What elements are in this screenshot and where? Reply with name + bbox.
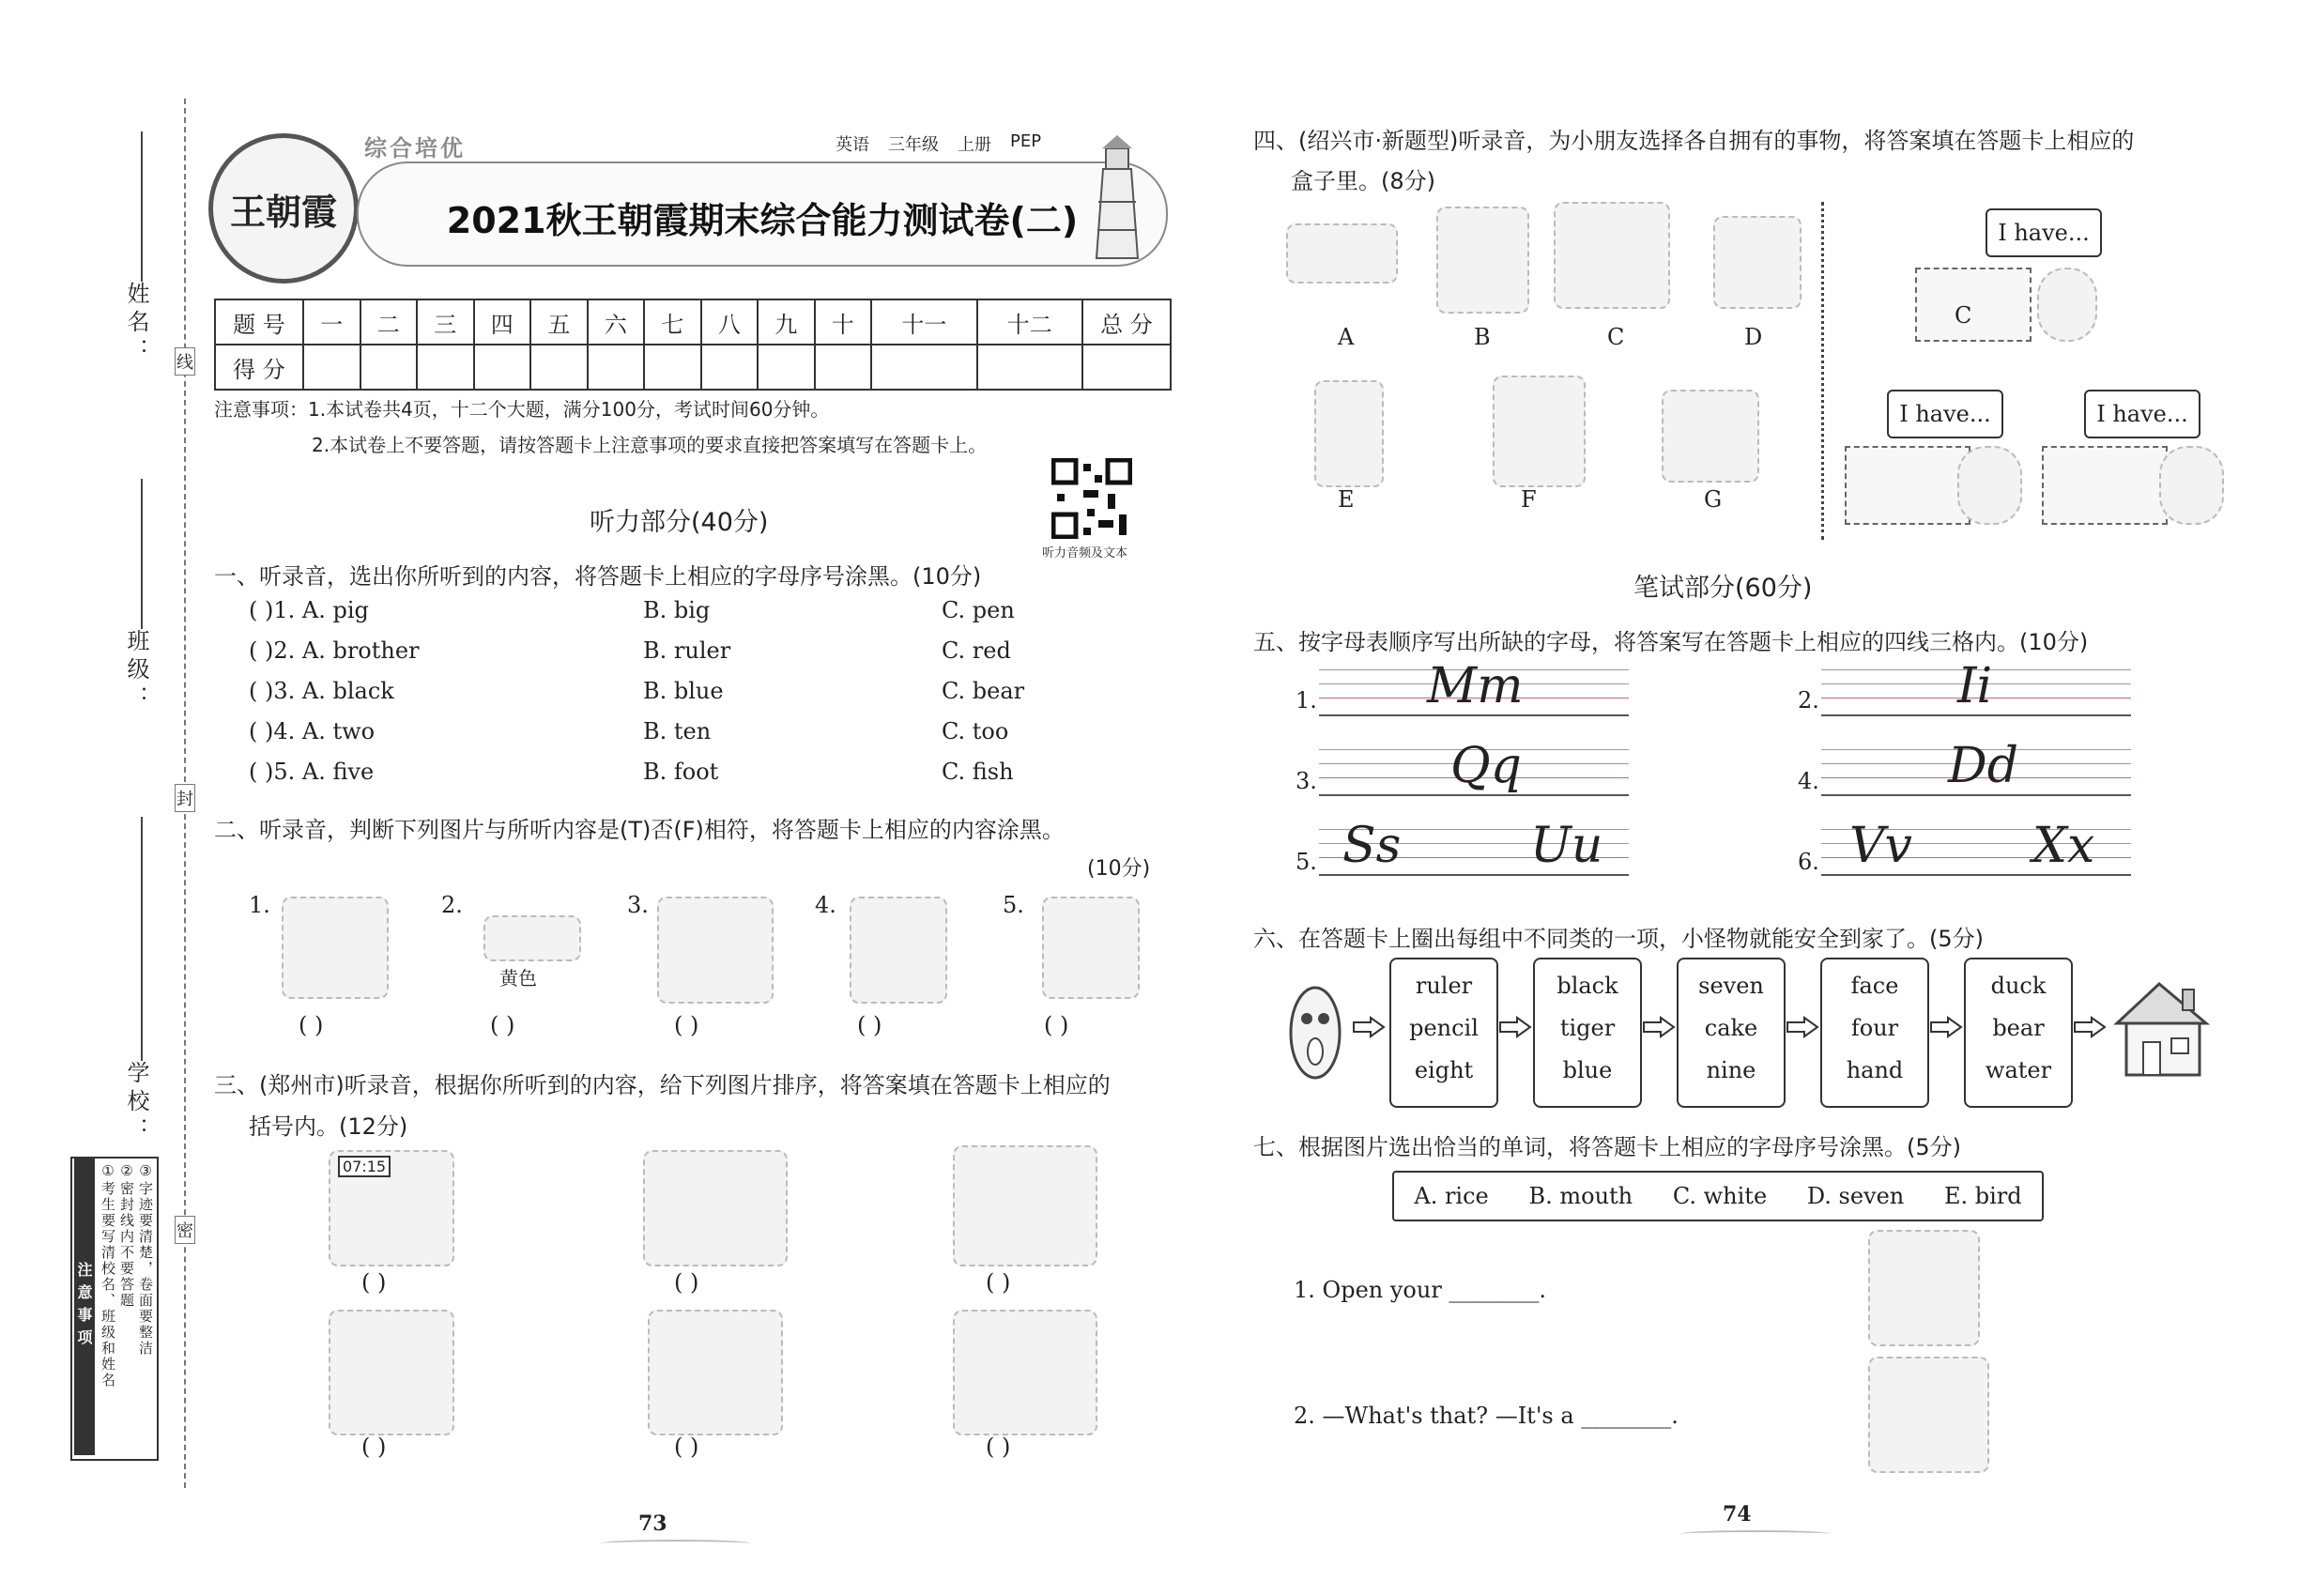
note-2: ②密封线内不要答题 xyxy=(118,1162,135,1309)
q2-picture-girl-waving xyxy=(282,897,389,999)
word-group-1[interactable] xyxy=(1389,958,1498,1108)
seal-char-2: 封 xyxy=(175,784,195,812)
q1-title: 一、听录音，选出你所听到的内容，将答题卡上相应的字母序号涂黑。(10分) xyxy=(214,563,982,590)
q5-letter-vv: Vv xyxy=(1849,818,1912,874)
q1-row[interactable] xyxy=(249,718,1094,759)
speech-bubble-3: I have... xyxy=(2084,390,2200,438)
q3-answer-4[interactable]: ( ) xyxy=(361,1434,387,1460)
listening-heading: 听力部分(40分) xyxy=(590,508,769,537)
page-ornament-left xyxy=(601,1540,751,1547)
q2-answer-3[interactable]: ( ) xyxy=(674,1012,699,1038)
q2-answer-1[interactable]: ( ) xyxy=(299,1012,324,1038)
arrow-right-icon xyxy=(1352,1016,1386,1038)
arrow-right-icon xyxy=(1498,1016,1532,1038)
q3-picture-2 xyxy=(643,1150,788,1266)
q3-picture-1 xyxy=(329,1150,454,1266)
q5-letter-qq: Qq xyxy=(1450,738,1522,794)
meta-subject: 英语 xyxy=(836,135,869,155)
score-head-cell: 十一 xyxy=(871,299,976,345)
q1-option-c: C. bear xyxy=(942,678,1025,704)
q3-picture-4 xyxy=(329,1310,454,1435)
score-head-cell: 五 xyxy=(530,299,588,345)
q7-picture-bird xyxy=(1868,1357,1989,1473)
score-cell[interactable] xyxy=(303,345,360,390)
q1-row[interactable] xyxy=(249,759,1094,799)
q3-picture-6 xyxy=(953,1310,1097,1435)
score-head-cell: 二 xyxy=(360,299,418,345)
q1-option-b: B. blue xyxy=(643,678,724,704)
q4-label-b: B xyxy=(1474,324,1491,350)
q4-label-a: A xyxy=(1338,324,1355,350)
clock-display: 07:15 xyxy=(338,1156,391,1177)
title-banner xyxy=(357,161,1168,267)
class-label: 班级： xyxy=(123,629,149,714)
score-cell[interactable] xyxy=(360,345,418,390)
qr-code-icon xyxy=(1051,458,1132,539)
lighthouse-icon xyxy=(1080,131,1155,263)
q5-lines-1[interactable] xyxy=(1319,658,1629,716)
q5-num-5: 5. xyxy=(1296,849,1317,875)
q1-option-b: B. big xyxy=(643,597,711,623)
q5-num-4: 4. xyxy=(1798,768,1819,794)
house-icon xyxy=(2108,976,2216,1080)
meta-term: 上册 xyxy=(958,135,991,155)
notice-line-1: 注意事项：1.本试卷共4页，十二个大题，满分100分，考试时间60分钟。 xyxy=(214,398,830,421)
notes-box xyxy=(70,1157,159,1461)
score-cell[interactable] xyxy=(701,345,759,390)
q3-title-cont: 括号内。(12分) xyxy=(249,1113,408,1140)
q6-title: 六、在答题卡上圈出每组中不同类的一项，小怪物就能安全到家了。(5分) xyxy=(1253,926,1984,952)
q1-option-b: B. ruler xyxy=(643,637,731,664)
q2-title: 二、听录音，判断下列图片与所听内容是(T)否(F)相符，将答题卡上相应的内容涂黑。 xyxy=(214,817,1065,843)
q3-answer-5[interactable]: ( ) xyxy=(674,1434,699,1460)
q2-num-2: 2. xyxy=(441,892,463,918)
exam-title: 2021秋王朝霞期末综合能力测试卷(二) xyxy=(446,200,1079,241)
kid-avatar-2 xyxy=(1957,446,2022,525)
score-head-cell: 四 xyxy=(474,299,531,345)
q5-letter-ss: Ss xyxy=(1342,818,1402,874)
score-head-cell: 八 xyxy=(701,299,759,345)
q2-num-3: 3. xyxy=(627,892,649,918)
q4-item-pencil-box xyxy=(1286,223,1398,284)
word[interactable]: ruler xyxy=(1415,973,1473,999)
score-table xyxy=(214,299,1172,391)
q1-row[interactable] xyxy=(249,637,1094,678)
q4-divider xyxy=(1821,202,1824,540)
q3-picture-3 xyxy=(953,1145,1097,1266)
q5-lines-4[interactable] xyxy=(1821,738,2131,796)
q3-title: 三、(郑州市)听录音，根据你所听到的内容，给下列图片排序，将答案填在答题卡上相应的 xyxy=(214,1072,1111,1098)
qr-caption: 听力音频及文本 xyxy=(1042,546,1128,560)
q7-sentence-1[interactable]: 1. Open your ________. xyxy=(1294,1277,1547,1303)
score-value-row xyxy=(215,345,1171,390)
school-blank[interactable] xyxy=(141,817,143,1061)
q4-label-g: G xyxy=(1704,486,1723,513)
score-header-row xyxy=(215,299,1171,345)
q5-letter-mm: Mm xyxy=(1427,658,1524,714)
q1-option-a: ( )4. A. two xyxy=(249,718,376,744)
arrow-right-icon xyxy=(1929,1016,1963,1038)
word[interactable]: water xyxy=(1985,1057,2052,1083)
page-ornament-right xyxy=(1680,1530,1831,1538)
word-option: D. seven xyxy=(1806,1183,1905,1209)
q2-picture-girl-eating xyxy=(1042,897,1140,999)
q7-sentence-2[interactable]: 2. —What's that? —It's a ________. xyxy=(1294,1403,1679,1429)
q2-picture-crayon xyxy=(483,915,581,961)
q5-lines-3[interactable] xyxy=(1319,738,1629,796)
score-cell[interactable] xyxy=(417,345,474,390)
q4-title: 四、(绍兴市·新题型)听录音，为小朋友选择各自拥有的事物，将答案填在答题卡上相应的 xyxy=(1253,128,2135,154)
q4-title-cont: 盒子里。(8分) xyxy=(1291,168,1435,194)
q4-item-kite xyxy=(1493,376,1586,487)
q1-option-a: ( )2. A. brother xyxy=(249,637,420,664)
q1-option-a: ( )1. A. pig xyxy=(249,597,369,623)
word-option: E. bird xyxy=(1943,1183,2022,1209)
answer-box-2[interactable] xyxy=(1845,446,1970,525)
score-cell[interactable] xyxy=(644,345,701,390)
logo xyxy=(208,133,359,284)
q5-letter-uu: Uu xyxy=(1530,818,1603,874)
q7-word-bank xyxy=(1392,1171,2044,1221)
score-head-cell: 六 xyxy=(588,299,645,345)
speech-bubble-1: I have... xyxy=(1986,208,2102,257)
q5-letter-xx: Xx xyxy=(2032,818,2095,874)
q1-option-c: C. fish xyxy=(942,759,1014,785)
class-blank[interactable] xyxy=(141,479,143,629)
word[interactable]: nine xyxy=(1706,1057,1756,1083)
q1-option-c: C. too xyxy=(942,718,1009,744)
q2-num-1: 1. xyxy=(249,892,270,918)
q4-label-f: F xyxy=(1521,486,1537,513)
q4-item-panda xyxy=(1436,207,1529,314)
score-head-cell: 三 xyxy=(417,299,474,345)
word[interactable]: cake xyxy=(1704,1015,1758,1041)
q3-answer-3[interactable]: ( ) xyxy=(986,1269,1011,1296)
written-heading: 笔试部分(60分) xyxy=(1633,574,1813,603)
arrow-right-icon xyxy=(2073,1016,2107,1038)
q2-num-4: 4. xyxy=(815,892,836,918)
word-group-2[interactable] xyxy=(1533,958,1642,1108)
name-label: 姓名： xyxy=(123,282,149,366)
q4-label-e: E xyxy=(1338,486,1355,513)
word[interactable]: pencil xyxy=(1409,1015,1479,1041)
q1-option-b: B. foot xyxy=(643,759,719,785)
q1-option-c: C. red xyxy=(942,637,1011,664)
word[interactable]: tiger xyxy=(1559,1015,1616,1041)
answer-box-1[interactable] xyxy=(1915,268,2032,342)
word[interactable]: hand xyxy=(1846,1057,1904,1083)
q2-answer-4[interactable]: ( ) xyxy=(857,1012,882,1038)
page-number-right: 74 xyxy=(1723,1502,1752,1527)
q3-answer-1[interactable]: ( ) xyxy=(361,1269,387,1296)
q2-pic2-label: 黄色 xyxy=(499,967,537,990)
score-head-cell: 九 xyxy=(758,299,815,345)
book-meta xyxy=(836,131,1041,156)
q4-item-milk xyxy=(1314,380,1384,487)
score-head-cell: 十 xyxy=(815,299,872,345)
answer-box-1-label: C xyxy=(1955,302,1972,329)
q5-lines-6[interactable] xyxy=(1821,818,2131,876)
score-cell[interactable] xyxy=(758,345,815,390)
kid-avatar-1 xyxy=(2037,268,2097,342)
notes-title: 注意事项 xyxy=(74,1159,95,1455)
word-option: C. white xyxy=(1672,1183,1768,1209)
q2-answer-5[interactable]: ( ) xyxy=(1044,1012,1069,1038)
q1-option-a: ( )3. A. black xyxy=(249,678,394,704)
arrow-right-icon xyxy=(1786,1016,1819,1038)
q5-lines-5[interactable] xyxy=(1319,818,1629,876)
score-cell[interactable] xyxy=(1082,345,1171,390)
q5-num-2: 2. xyxy=(1798,687,1819,714)
word[interactable]: black xyxy=(1556,973,1618,999)
word-option: A. rice xyxy=(1414,1183,1489,1209)
q2-answer-2[interactable]: ( ) xyxy=(490,1012,515,1038)
word[interactable]: blue xyxy=(1562,1057,1613,1083)
name-blank[interactable] xyxy=(141,131,143,282)
score-head-cell: 题 号 xyxy=(215,299,303,345)
meta-grade: 三年级 xyxy=(888,135,939,155)
note-1: ①考生要写清校名、班级和姓名 xyxy=(100,1162,116,1389)
q2-picture-kid-dancing xyxy=(850,897,947,1004)
word-option: B. mouth xyxy=(1528,1183,1633,1209)
q7-title: 七、根据图片选出恰当的单词，将答题卡上相应的字母序号涂黑。(5分) xyxy=(1253,1134,1961,1160)
q4-item-books xyxy=(1713,216,1802,309)
score-cell[interactable] xyxy=(588,345,645,390)
word-group-4[interactable] xyxy=(1820,958,1929,1108)
answer-box-3[interactable] xyxy=(2042,446,2168,525)
q2-picture-boys-door xyxy=(657,897,774,1004)
banner-label: 综合培优 xyxy=(364,135,466,161)
score-row-label: 得 分 xyxy=(215,345,303,390)
logo-text: 王朝霞 xyxy=(229,192,337,233)
score-head-cell: 十二 xyxy=(977,299,1082,345)
word[interactable]: duck xyxy=(1990,973,2047,999)
q3-answer-6[interactable]: ( ) xyxy=(986,1434,1011,1460)
seal-char-1: 线 xyxy=(175,347,195,376)
q3-picture-5 xyxy=(648,1310,783,1435)
kid-avatar-3 xyxy=(2159,446,2224,525)
q4-label-c: C xyxy=(1607,324,1625,350)
q5-letter-ii: Ii xyxy=(1957,658,1993,714)
q5-title: 五、按字母表顺序写出所缺的字母，将答案写在答题卡上相应的四线三格内。(10分) xyxy=(1253,629,2089,655)
word[interactable]: four xyxy=(1850,1015,1899,1041)
monster-icon xyxy=(1286,981,1344,1084)
score-head-cell: 一 xyxy=(303,299,360,345)
score-cell[interactable] xyxy=(815,345,872,390)
q1-list xyxy=(249,597,1094,799)
q5-letter-dd: Dd xyxy=(1948,738,2018,794)
word[interactable]: eight xyxy=(1414,1057,1474,1083)
word-group-5[interactable] xyxy=(1964,958,2073,1108)
q1-option-b: B. ten xyxy=(643,718,712,744)
notice-line-2: 2.本试卷上不要答题，请按答题卡上注意事项的要求直接把答案填写在答题卡上。 xyxy=(312,434,988,456)
q5-num-3: 3. xyxy=(1296,768,1317,794)
page-number-left: 73 xyxy=(638,1512,667,1536)
q7-picture-boy-smiling xyxy=(1868,1230,1980,1346)
seal-char-3: 密 xyxy=(175,1216,195,1244)
q1-option-c: C. pen xyxy=(942,597,1015,623)
word-group-3[interactable] xyxy=(1677,958,1786,1108)
score-cell[interactable] xyxy=(871,345,976,390)
q5-num-6: 6. xyxy=(1798,849,1819,875)
score-cell[interactable] xyxy=(474,345,531,390)
score-head-cell: 七 xyxy=(644,299,701,345)
arrow-right-icon xyxy=(1642,1016,1676,1038)
q5-lines-2[interactable] xyxy=(1821,658,2131,716)
score-cell[interactable] xyxy=(530,345,588,390)
q1-row[interactable] xyxy=(249,678,1094,718)
q4-label-d: D xyxy=(1744,324,1763,350)
meta-edition: PEP xyxy=(1010,131,1042,151)
q2-num-5: 5. xyxy=(1003,892,1024,918)
score-head-cell: 总 分 xyxy=(1082,299,1171,345)
score-cell[interactable] xyxy=(977,345,1082,390)
q2-points: (10分) xyxy=(1087,857,1151,881)
q4-item-elephant xyxy=(1554,202,1670,309)
word[interactable]: face xyxy=(1850,973,1899,999)
q4-item-cake xyxy=(1662,390,1759,483)
school-label: 学校： xyxy=(123,1061,149,1145)
q1-row[interactable] xyxy=(249,597,1094,637)
word[interactable]: bear xyxy=(1992,1015,2045,1041)
word[interactable]: seven xyxy=(1698,973,1764,999)
q1-option-a: ( )5. A. five xyxy=(249,759,375,785)
note-3: ③字迹要清楚，卷面要整洁 xyxy=(137,1162,154,1357)
q5-num-1: 1. xyxy=(1296,687,1317,714)
speech-bubble-2: I have... xyxy=(1887,390,2003,438)
q3-answer-2[interactable]: ( ) xyxy=(674,1269,699,1296)
